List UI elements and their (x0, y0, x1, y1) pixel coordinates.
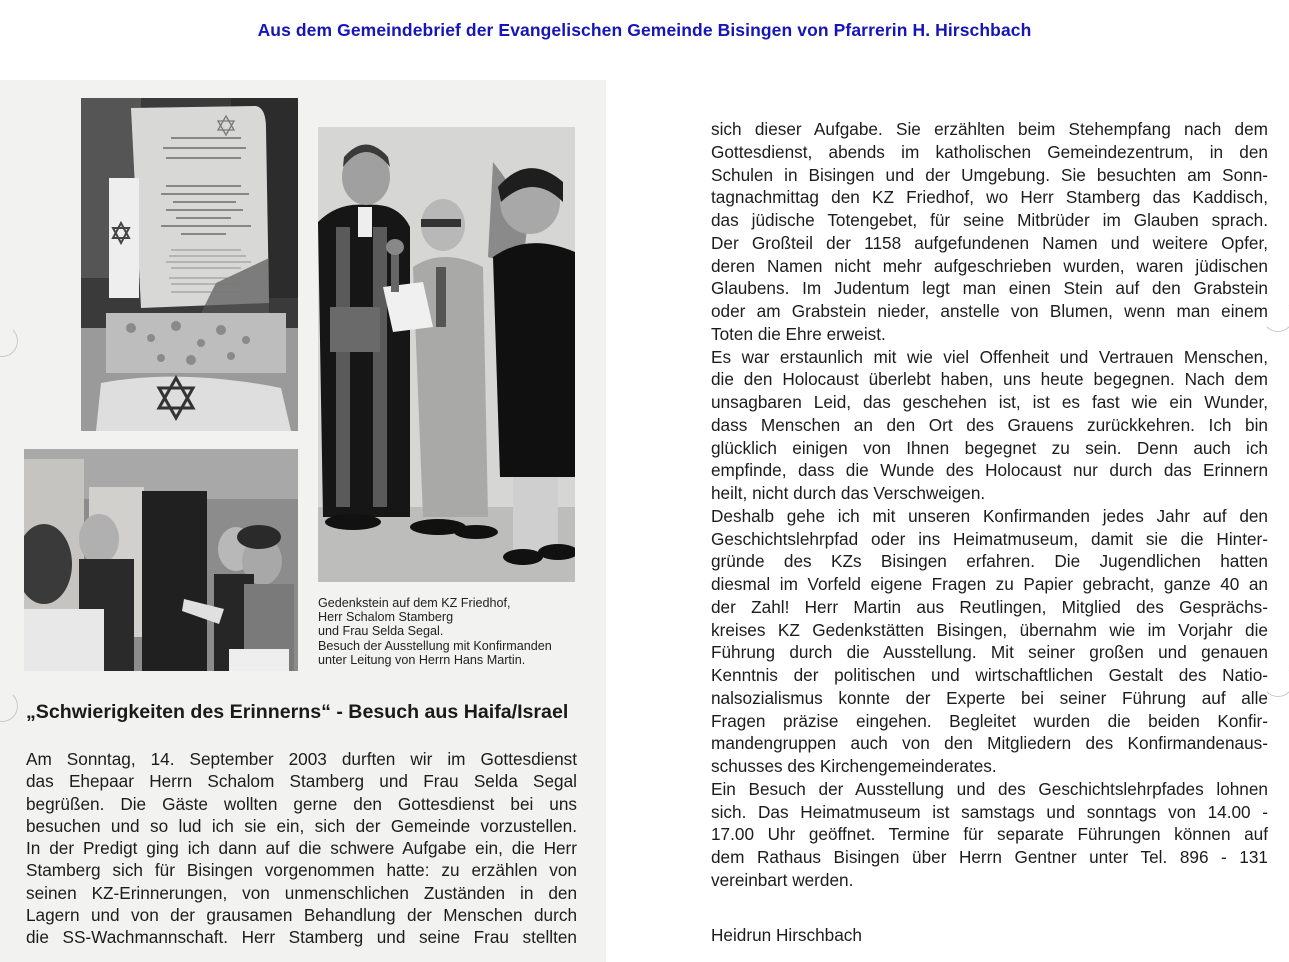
text-line: unsagbaren Leid, das geschehen ist, ist es fast wie ein Wunder, (711, 392, 1268, 412)
confirmands-exhibition-photo (24, 449, 298, 671)
text-line: deren Namen nicht mehr aufgeschrieben wurden, waren jüdischen (711, 255, 1268, 276)
text-line: das jüdische Totengebet, für seine Mitbrüder im Glauben sprach. (711, 210, 1268, 230)
text-line: Stamberg sich für Bisingen vorgenommen hatte: zu erzählen von (26, 860, 577, 881)
photo-caption (318, 596, 588, 667)
text-line: der Zahl! Herr Martin aus Reutlingen, Mitglied des Gesprächs- (711, 596, 1268, 617)
text-line: mandengruppen auch von den Mitgliedern des Konfirmandenaus- (711, 733, 1268, 754)
text-line: Schulen in Bisingen und der Umgebung. Sie besuchten am Sonn- (711, 164, 1268, 185)
article-body-left (26, 748, 577, 949)
text-line: glücklich einigen von Ihnen begegnet zu sein. Denn auch ich (711, 437, 1268, 458)
text-line: begrüßen. Die Gäste wollten gerne den Gottesdienst bei uns (26, 793, 577, 814)
caption-line: unter Leitung von Herrn Hans Martin. (318, 652, 526, 667)
text-line: Am Sonntag, 14. September 2003 durften wir im Gottesdienst (26, 749, 577, 769)
article-title: „Schwierigkeiten des Erinnerns“ - Besuch aus Haifa/Israel (26, 701, 569, 723)
text-line: die den Holocaust überlebt haben, uns heute begegnen. Nach dem (711, 369, 1268, 390)
text-line: 17.00 Uhr geöffnet. Termine für separate Führungen können auf (711, 824, 1268, 845)
text-line: empfinde, dass die Wunde des Holocaust nur durch das Erinnern (711, 460, 1268, 481)
text-line: gründe des KZs Bisingen erfahren. Die Jugendlichen hatten (711, 551, 1268, 572)
caption-line: und Frau Selda Segal. (318, 624, 444, 639)
text-line: Toten die Ehre erweist. (711, 323, 886, 344)
text-line: In der Predigt ging ich dann auf die schwere Aufgabe ein, die Herr (26, 838, 577, 859)
text-line: seinen KZ-Erinnerungen, von unmenschlichen Zuständen in den (26, 882, 577, 903)
text-line: Deshalb gehe ich mit unseren Konfirmanden jedes Jahr auf den (711, 505, 1268, 526)
text-line: nalsozialismus konnte der Experte bei seiner Führung auf alle (711, 687, 1268, 708)
punch-hole-mark (1262, 300, 1289, 332)
caption-line: Herr Schalom Stamberg (318, 610, 454, 625)
text-line: die SS-Wachmannschaft. Herr Stamberg und seine Frau stellten (26, 927, 577, 948)
text-line: heilt, nicht durch das Verschweigen. (711, 483, 986, 503)
text-line: schusses des Kirchengemeinderates. (711, 756, 997, 776)
caption-line: Besuch der Ausstellung mit Konfirmanden (318, 638, 552, 653)
text-line: dem Rathaus Bisingen über Herrn Gentner unter Tel. 896 - 131 (711, 847, 1268, 867)
text-line: Kenntnis der politischen und wirtschaftlichen Gestalt des Natio- (711, 665, 1268, 685)
text-line: diesmal im Vorfeld eigene Fragen zu Papier gebracht, ganze 40 an (711, 574, 1268, 594)
text-line: tagnachmittag den KZ Friedhof, wo Herr Stamberg das Kaddisch, (711, 187, 1268, 208)
author-signature: Heidrun Hirschbach (711, 925, 862, 945)
text-line: Lagern und von der grausamen Behandlung der Menschen durch (26, 905, 577, 926)
text-line: vereinbart werden. (711, 869, 854, 890)
text-line: sich dieser Aufgabe. Sie erzählten beim Stehempfang nach dem (711, 119, 1268, 139)
text-line: das Ehepaar Herrn Schalom Stamberg und Frau Selda Segal (26, 771, 577, 792)
punch-hole-mark (1262, 665, 1289, 697)
text-line: sich. Das Heimatmuseum ist samstags und sonntags von 14.00 - (711, 801, 1268, 822)
article-body-right (711, 118, 1268, 892)
text-line: besuchen und so lud ich sie ein, sich der Gemeinde vorzustellen. (26, 815, 577, 836)
text-line: oder am Grabstein nieder, anstelle von Blumen, wenn man einem (711, 301, 1268, 321)
service-greeting-photo (318, 127, 575, 582)
text-line: Fragen präzise eingehen. Begleitet wurden die beiden Konfir- (711, 710, 1268, 731)
text-line: Führung durch die Ausstellung. Mit seiner großen und genauen (711, 642, 1268, 663)
memorial-stone-photo (81, 98, 298, 431)
text-line: Es war erstaunlich mit wie viel Offenheit und Vertrauen Menschen, (711, 346, 1268, 367)
text-line: Glaubens. Im Judentum legt man einen Stein auf den Grabstein (711, 278, 1268, 299)
text-line: dass Menschen an den Ort des Grauens zurückkehren. Ich bin (711, 414, 1268, 435)
caption-line: Gedenkstein auf dem KZ Friedhof, (318, 596, 511, 610)
text-line: Der Großteil der 1158 aufgefundenen Namen und weitere Opfer, (711, 232, 1268, 253)
text-line: kreises KZ Gedenkstätten Bisingen, übernahm wie im Vorjahr die (711, 619, 1268, 640)
text-line: Gottesdienst, abends im katholischen Gemeindezentrum, in den (711, 141, 1268, 162)
text-line: Ein Besuch der Ausstellung und des Geschichtslehrpfades lohnen (711, 778, 1268, 799)
text-line: Geschichtslehrpfad oder ins Heimatmuseum, damit sie die Hinter- (711, 528, 1268, 549)
page-header-title: Aus dem Gemeindebrief der Evangelischen Gemeinde Bisingen von Pfarrerin H. Hirschbach (257, 20, 1032, 40)
